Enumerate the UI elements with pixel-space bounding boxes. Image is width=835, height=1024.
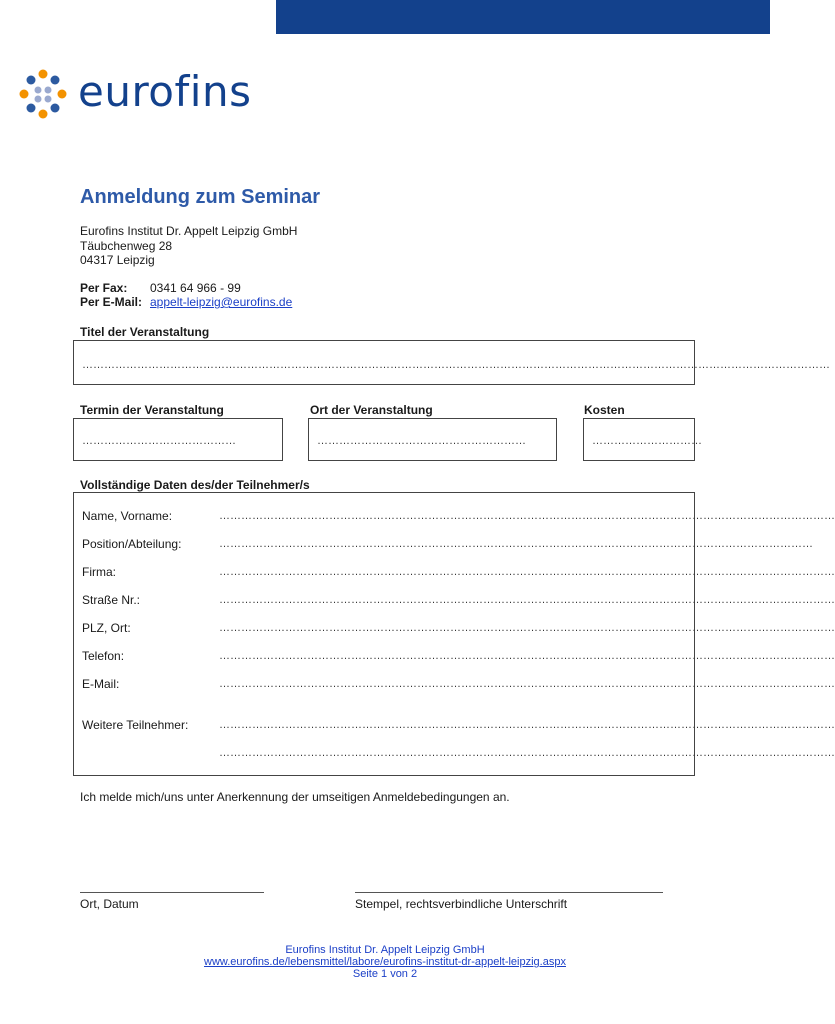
field-input-phone[interactable]: …………………………………………………………………………………………………………………………………………………… (219, 650, 835, 662)
event-title-box (73, 340, 830, 385)
event-place-field[interactable]: ………………………………………………… (317, 435, 526, 447)
field-input-name[interactable]: …………………………………………………………………………………………………………………………………………………… (219, 510, 835, 522)
footer-url-link[interactable]: www.eurofins.de/lebensmittel/labore/eurofins-institut-dr-appelt-leipzig.aspx (204, 956, 566, 968)
event-date-label: Termin der Veranstaltung (80, 403, 224, 417)
page-title: Anmeldung zum Seminar (80, 186, 321, 208)
event-date-box (73, 418, 283, 461)
event-place-box (308, 418, 557, 461)
field-label-phone: Telefon: (82, 649, 125, 663)
event-date-field[interactable]: …………………………………… (82, 435, 236, 447)
fax-value: 0341 64 966 - 99 (150, 281, 241, 295)
eurofins-logo (16, 68, 251, 120)
stamp-signature-line[interactable] (355, 892, 663, 893)
field-label-position: Position/Abteilung: (82, 537, 182, 551)
field-label-zip-city: PLZ, Ort: (82, 621, 131, 635)
field-label-email: E-Mail: (82, 677, 120, 691)
email-label: Per E-Mail: (80, 295, 143, 309)
footer-page-number: Seite 1 von 2 (352, 968, 418, 980)
field-label-street: Straße Nr.: (82, 593, 141, 607)
address-line-2: Täubchenweg 28 (80, 239, 173, 253)
cost-label: Kosten (584, 403, 625, 417)
email-link[interactable]: appelt-leipzig@eurofins.de (150, 295, 293, 309)
field-input-more-participants[interactable]: …………………………………………………………………………………………………………………………………………………… (219, 719, 835, 731)
field-input-position[interactable]: ……………………………………………………………………………………………………………………………………………… (219, 538, 813, 550)
field-label-company: Firma: (82, 565, 116, 579)
address-line-3: 04317 Leipzig (80, 253, 155, 267)
header-accent-bar (276, 0, 770, 34)
event-title-field[interactable]: …………………………………………………………………………………………………………………………………………………………………………………… (82, 359, 830, 371)
place-date-signature-line[interactable] (80, 892, 264, 893)
address-line-1: Eurofins Institut Dr. Appelt Leipzig GmbH (80, 224, 298, 238)
field-label-name: Name, Vorname: (82, 509, 173, 523)
eurofins-logo-mark-icon (16, 68, 70, 120)
stamp-label: Stempel, rechtsverbindliche Unterschrift (355, 897, 568, 911)
field-input-more-participants-2[interactable]: …………………………………………………………………………………………………………………………………………………… (219, 747, 835, 759)
agreement-text: Ich melde mich/uns unter Anerkennung der umseitigen Anmeldebedingungen an. (80, 790, 510, 804)
footer-company: Eurofins Institut Dr. Appelt Leipzig GmbH (285, 944, 485, 956)
event-place-label: Ort der Veranstaltung (310, 403, 433, 417)
fax-label: Per Fax: (80, 281, 128, 295)
event-title-label: Titel der Veranstaltung (80, 325, 210, 339)
participants-box (73, 492, 835, 776)
field-input-street[interactable]: …………………………………………………………………………………………………………………………………………………… (219, 594, 835, 606)
field-input-email[interactable]: …………………………………………………………………………………………………………………………………………………… (219, 678, 835, 690)
participants-label: Vollständige Daten des/der Teilnehmer/s (80, 478, 310, 492)
field-input-company[interactable]: …………………………………………………………………………………………………………………………………………………… (219, 566, 835, 578)
cost-box (583, 418, 702, 461)
field-label-more-participants: Weitere Teilnehmer: (82, 718, 189, 732)
field-input-zip-city[interactable]: …………………………………………………………………………………………………………………………………………………… (219, 622, 835, 634)
place-date-label: Ort, Datum (80, 897, 139, 911)
logo-wordmark: eurofins (78, 66, 252, 116)
cost-field[interactable]: ………………………… (592, 435, 702, 447)
